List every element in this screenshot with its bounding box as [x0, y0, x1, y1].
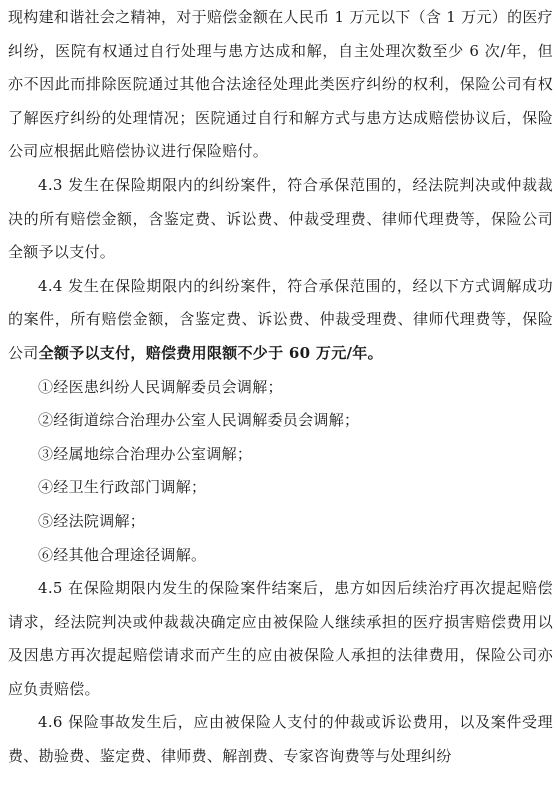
paragraph-continuation: 现构建和谐社会之精神，对于赔偿金额在人民币 1 万元以下（含 1 万元）的医疗纠纷，医院有权通过自行处理与患方达成和解，自主处理次数至少 6 次/年，但亦不因此而排除医院通过其他合法途径处理此类医疗纠纷的权利，保险公司有权了解医疗纠纷的处理情况；医院通过自行和解方式与患方达成赔偿协议后，保险公司应根据此赔偿协议进行保险赔付。: [8, 8, 553, 161]
paragraph-4-4: [8, 270, 553, 371]
list-item: ⑤经法院调解；: [38, 511, 146, 530]
paragraph-4-3: 4.3 发生在保险期限内的纠纷案件，符合承保范围的，经法院判决或仲裁裁决的所有赔偿金额，含鉴定费、诉讼费、仲裁受理费、律师代理费等，保险公司全额予以支付。: [8, 175, 553, 262]
paragraph-4-6: 4.6 保险事故发生后，应由被保险人支付的仲裁或诉讼费用，以及案件受理费、勘验费、鉴定费、律师费、解剖费、专家咨询费等与处理纠纷: [8, 713, 553, 766]
paragraph-4-4-bold-text: 全额予以支付，赔偿费用限额不少于 60 万元/年。: [38, 343, 383, 362]
list-item: ④经卫生行政部门调解；: [38, 478, 207, 497]
list-item: ③经属地综合治理办公室调解；: [38, 444, 253, 463]
list-item: ②经街道综合治理办公室人民调解委员会调解；: [38, 411, 360, 430]
list-item: ①经医患纠纷人民调解委员会调解；: [38, 377, 283, 396]
paragraph-4-4-text: 4.4 发生在保险期限内的纠纷案件，符合承保范围的，经以下方式调解成功的案件，所有赔偿金额，含鉴定费、诉讼费、仲裁受理费、律师代理费等，保险公司: [8, 276, 553, 362]
paragraph-4-5: 4.5 在保险期限内发生的保险案件结案后，患方如因后续治疗再次提起赔偿请求，经法院判决或仲裁裁决确定应由被保险人继续承担的医疗损害赔偿费用以及因患方再次提起赔偿请求而产生的应由被保险人承担的法律费用，保险公司亦应负责赔偿。: [8, 579, 553, 698]
list-item: ⑥经其他合理途径调解。: [38, 545, 207, 564]
document-page: [8, 0, 553, 802]
